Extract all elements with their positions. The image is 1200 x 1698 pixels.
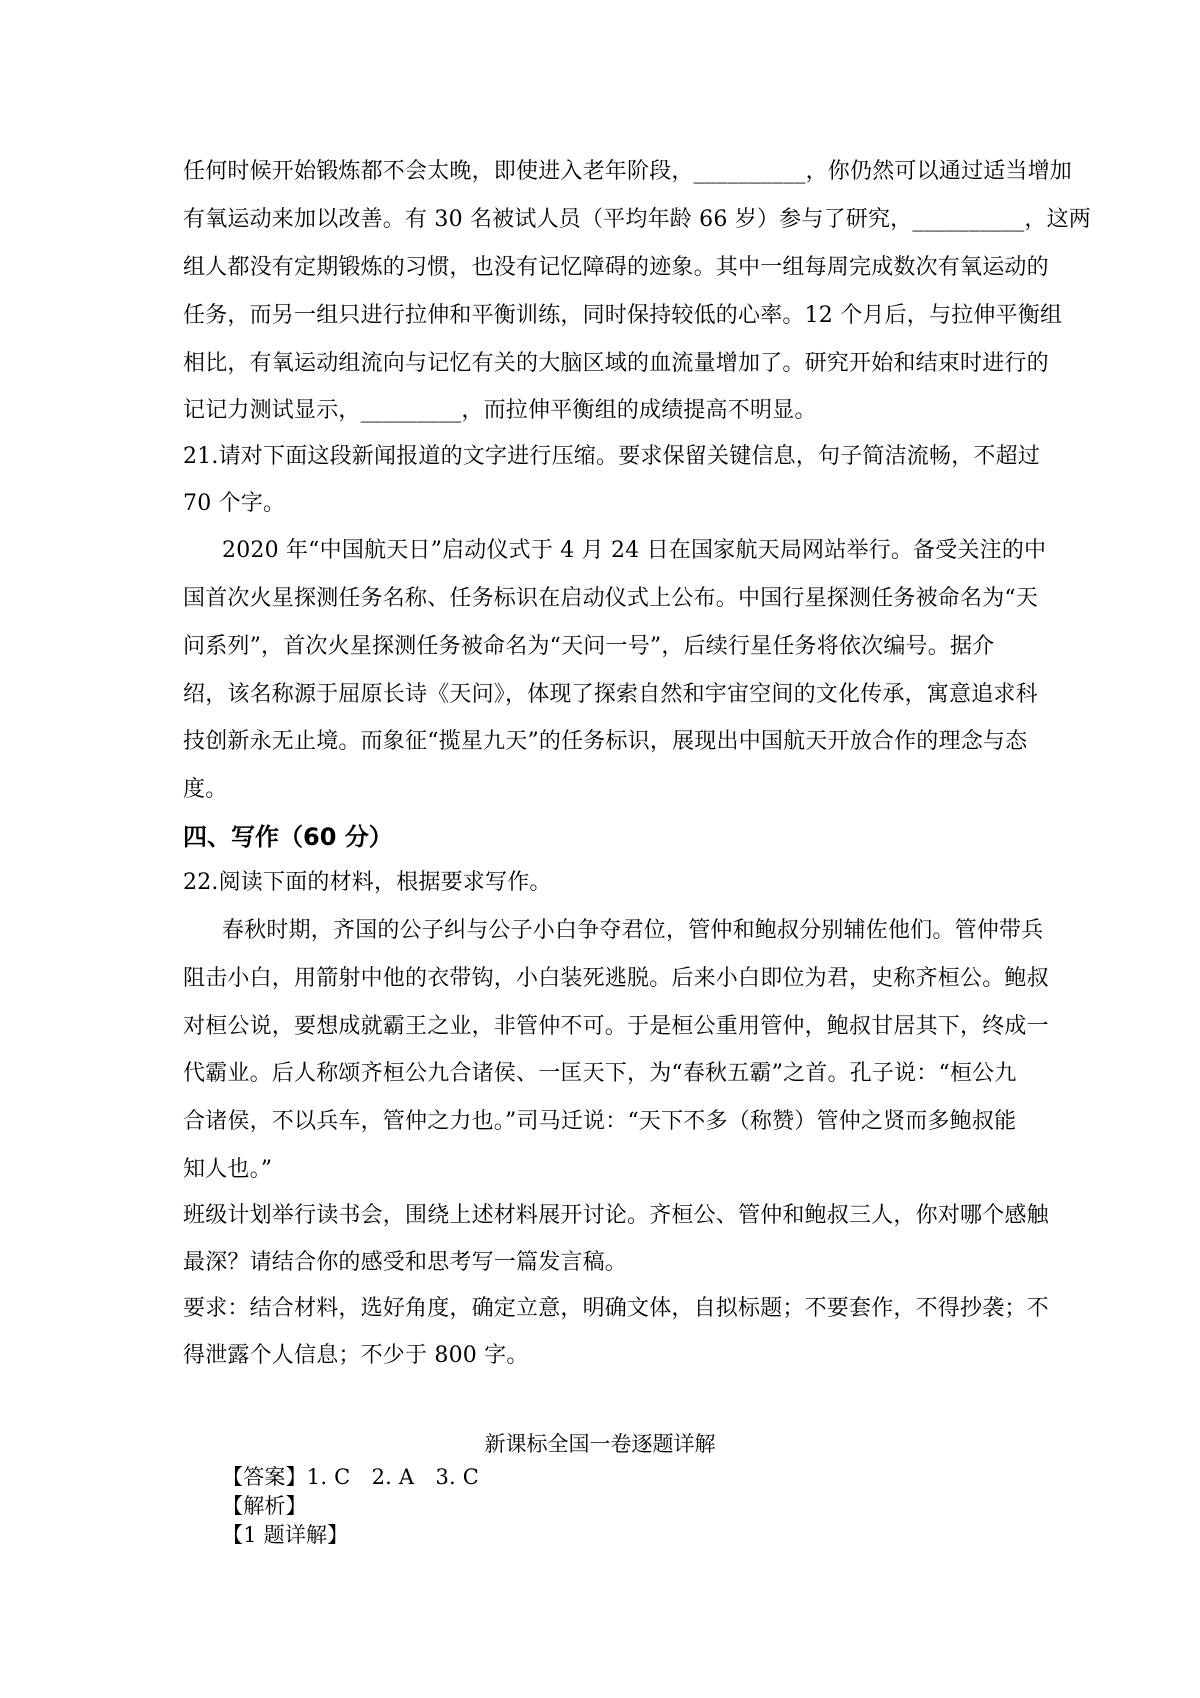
question-1-detail-label: 【1 题详解】 (222, 1523, 349, 1547)
material-line: 代霸业。后人称颂齐桓公九合诸侯、一匡天下，为“春秋五霸”之首。孔子说：“桓公九 (183, 1061, 1017, 1086)
news-passage-line: 问系列”，首次火星探测任务被命名为“天问一号”，后续行星任务将依次编号。据介 (183, 634, 995, 659)
text-line: 记记力测试显示，_________，而拉伸平衡组的成绩提高不明显。 (183, 398, 817, 423)
answer-key: 【答案】1. C 2. A 3. C (222, 1465, 480, 1489)
requirements-line: 得泄露个人信息；不少于 800 字。 (183, 1343, 529, 1368)
material-line: 对桓公说，要想成就霸王之业，非管仲不可。于是桓公重用管仲，鲍叔甘居其下，终成一 (183, 1014, 1049, 1039)
text-line: 有氧运动来加以改善。有 30 名被试人员（平均年龄 66 岁）参与了研究，__________，这两 (183, 207, 1091, 232)
material-line: 春秋时期，齐国的公子纠与公子小白争夺君位，管仲和鲍叔分别辅佐他们。管仲带兵 (222, 918, 1044, 943)
section-heading: 四、写作（60 分） (183, 823, 393, 851)
analysis-label: 【解析】 (222, 1494, 307, 1518)
question-prompt: 21.请对下面这段新闻报道的文字进行压缩。要求保留关键信息，句子简洁流畅，不超过 (183, 444, 1040, 469)
news-passage-line: 2020 年“中国航天日”启动仪式于 4 月 24 日在国家航天局网站举行。备受关注的中 (222, 538, 1047, 563)
material-line: 知人也。” (183, 1157, 273, 1182)
text-line: 任何时候开始锻炼都不会太晚，即使进入老年阶段，__________，你仍然可以通过适当增加 (183, 159, 1073, 184)
task-line: 最深？请结合你的感受和思考写一篇发言稿。 (183, 1250, 628, 1275)
task-line: 班级计划举行读书会，围绕上述材料展开讨论。齐桓公、管仲和鲍叔三人，你对哪个感触 (183, 1203, 1049, 1228)
requirements-line: 要求：结合材料，选好角度，确定立意，明确文体，自拟标题；不要套作，不得抄袭；不 (183, 1296, 1049, 1321)
material-line: 阻击小白，用箭射中他的衣带钩，小白装死逃脱。后来小白即位为君，史称齐桓公。鲍叔 (183, 966, 1049, 991)
answers-title: 新课标全国一卷逐题详解 (484, 1432, 716, 1456)
news-passage-line: 技创新永无止境。而象征“揽星九天”的任务标识，展现出中国航天开放合作的理念与态 (183, 729, 1028, 754)
question-prompt: 22.阅读下面的材料，根据要求写作。 (183, 870, 552, 895)
news-passage-line: 国首次火星探测任务名称、任务标识在启动仪式上公布。中国行星探测任务被命名为“天 (183, 586, 1039, 611)
text-line: 相比，有氧运动组流向与记忆有关的大脑区域的血流量增加了。研究开始和结束时进行的 (183, 351, 1049, 376)
text-line: 任务，而另一组只进行拉伸和平衡训练，同时保持较低的心率。12 个月后，与拉伸平衡组 (183, 303, 1063, 328)
news-passage-line: 绍，该名称源于屈原长诗《天问》，体现了探索自然和宇宙空间的文化传承，寓意追求科 (183, 682, 1038, 707)
text-line: 组人都没有定期锻炼的习惯，也没有记忆障碍的迹象。其中一组每周完成数次有氧运动的 (183, 255, 1049, 280)
question-prompt: 70 个字。 (183, 491, 286, 516)
news-passage-line: 度。 (183, 777, 228, 802)
material-line: 合诸侯，不以兵车，管仲之力也。”司马迁说：“天下不多（称赞）管仲之贤而多鲍叔能 (183, 1109, 1017, 1134)
